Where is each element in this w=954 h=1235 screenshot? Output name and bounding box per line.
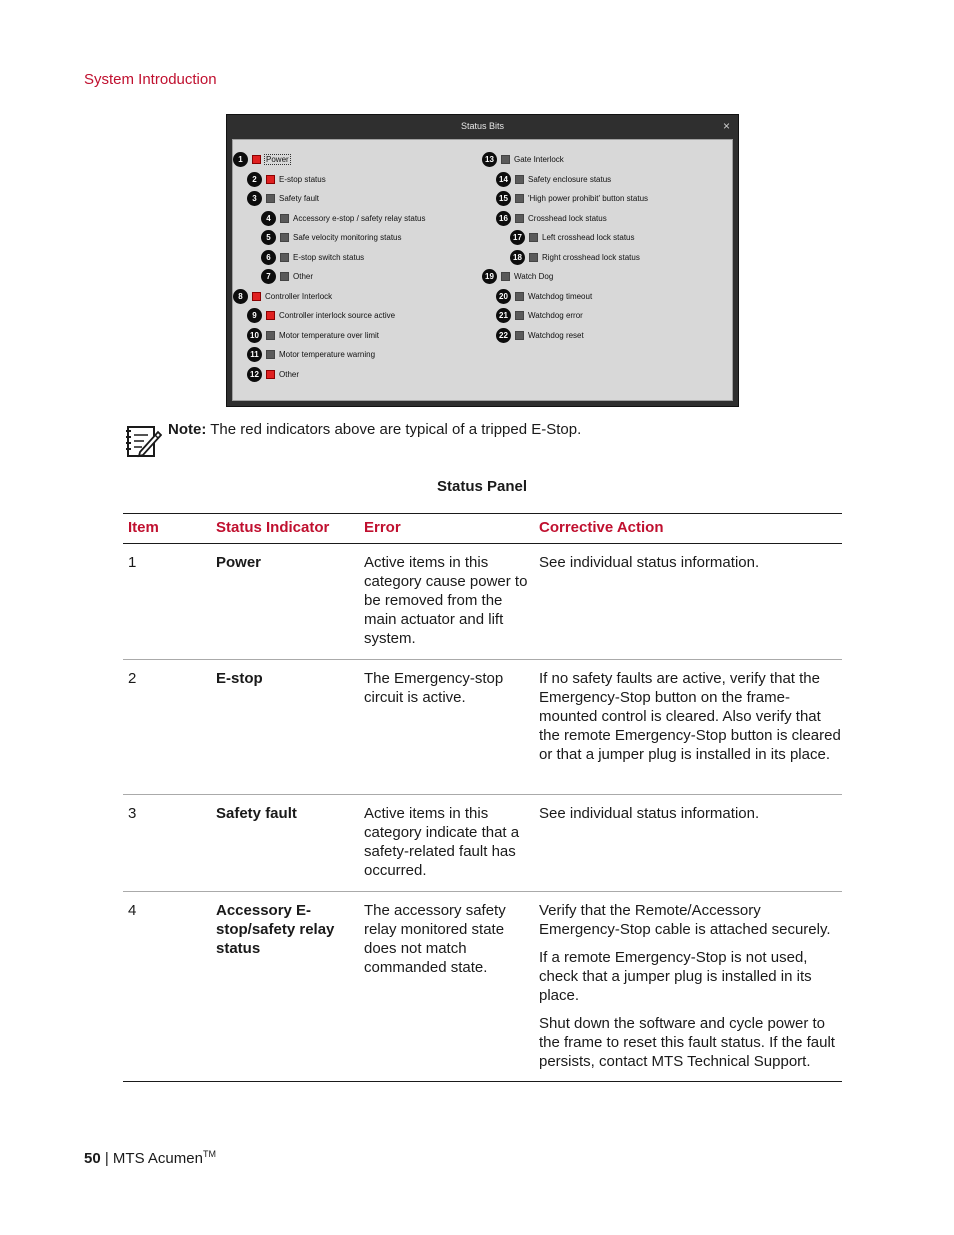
indicator-red xyxy=(252,292,261,301)
callout-1: 1 xyxy=(233,152,248,167)
status-bit-8 xyxy=(233,288,332,304)
cell-action xyxy=(539,901,842,1080)
callout-11: 11 xyxy=(247,347,262,362)
callout-5: 5 xyxy=(261,230,276,245)
bit-label-watchdog-timeout[interactable]: Watchdog timeout xyxy=(528,291,593,301)
status-bit-21 xyxy=(496,307,583,323)
cell-error: The accessory safety relay monitored state does not match commanded state. xyxy=(364,902,506,976)
cell-indicator: E-stop xyxy=(216,670,263,687)
status-bits-dialog xyxy=(226,114,739,407)
callout-12: 12 xyxy=(247,367,262,382)
callout-6: 6 xyxy=(261,250,276,265)
callout-10: 10 xyxy=(247,328,262,343)
bit-label-watchdog-error[interactable]: Watchdog error xyxy=(528,310,583,320)
indicator-gray xyxy=(515,194,524,203)
bit-label-watch-dog[interactable]: Watch Dog xyxy=(514,271,554,281)
bit-label-crosshead-lock[interactable]: Crosshead lock status xyxy=(528,213,607,223)
callout-4: 4 xyxy=(261,211,276,226)
bit-label-motor-temp-warning[interactable]: Motor temperature warning xyxy=(279,349,376,359)
cell-indicator: Accessory E-stop/safety relay status xyxy=(216,902,335,957)
status-bit-12 xyxy=(247,366,299,382)
indicator-gray xyxy=(280,253,289,262)
indicator-gray xyxy=(280,214,289,223)
bit-label-safety-fault[interactable]: Safety fault xyxy=(279,193,320,203)
note-pencil-icon xyxy=(124,422,162,460)
bit-label-other[interactable]: Other xyxy=(293,271,314,281)
callout-20: 20 xyxy=(496,289,511,304)
indicator-gray xyxy=(515,214,524,223)
status-bit-19 xyxy=(482,268,553,284)
bit-label-safe-velocity[interactable]: Safe velocity monitoring status xyxy=(293,232,402,242)
action-text: Verify that the Remote/Accessory Emergency-Stop cable is attached securely. xyxy=(539,902,831,938)
table-row xyxy=(123,544,842,660)
indicator-gray xyxy=(515,292,524,301)
status-bit-17 xyxy=(510,229,635,245)
cell-error: The Emergency-stop circuit is active. xyxy=(364,670,504,706)
callout-16: 16 xyxy=(496,211,511,226)
callout-17: 17 xyxy=(510,230,525,245)
bit-label-left-crosshead[interactable]: Left crosshead lock status xyxy=(542,232,635,242)
status-bit-5 xyxy=(261,229,402,245)
status-bit-4 xyxy=(261,210,426,226)
status-bit-13 xyxy=(482,151,564,167)
note-text xyxy=(168,421,581,438)
status-bits-list xyxy=(232,139,733,401)
action-text: See individual status information. xyxy=(539,805,760,822)
cell-indicator: Power xyxy=(216,554,262,571)
callout-9: 9 xyxy=(247,308,262,323)
close-icon[interactable]: × xyxy=(722,119,730,133)
action-text: If no safety faults are active, verify that the Emergency-Stop button on the frame-mounted control is cleared. Also verify that the remote Emergency-Stop button is cleared or that a jumper plug is installed in its place. xyxy=(539,670,841,763)
page-number: 50 xyxy=(84,1150,101,1167)
callout-3: 3 xyxy=(247,191,262,206)
bit-label-right-crosshead[interactable]: Right crosshead lock status xyxy=(542,252,640,262)
callout-13: 13 xyxy=(482,152,497,167)
callout-19: 19 xyxy=(482,269,497,284)
callout-21: 21 xyxy=(496,308,511,323)
indicator-gray xyxy=(280,272,289,281)
cell-action xyxy=(539,553,842,581)
section-header: System Introduction xyxy=(84,71,217,88)
callout-15: 15 xyxy=(496,191,511,206)
action-text: If a remote Emergency-Stop is not used, check that a jumper plug is installed in its place. xyxy=(539,949,812,1004)
status-bit-15 xyxy=(496,190,648,206)
bit-label-other[interactable]: Other xyxy=(279,369,300,379)
bit-label-motor-temp-over[interactable]: Motor temperature over limit xyxy=(279,330,380,340)
status-bit-18 xyxy=(510,249,640,265)
header-item: Item xyxy=(128,519,159,536)
header-error: Error xyxy=(364,519,401,536)
callout-18: 18 xyxy=(510,250,525,265)
page-footer xyxy=(84,1149,216,1167)
callout-7: 7 xyxy=(261,269,276,284)
indicator-gray xyxy=(266,331,275,340)
table-row xyxy=(123,660,842,795)
header-corrective-action: Corrective Action xyxy=(539,519,664,536)
cell-error: Active items in this category indicate that a safety-related fault has occurred. xyxy=(364,805,520,879)
indicator-gray xyxy=(266,350,275,359)
cell-action xyxy=(539,669,842,773)
table-row xyxy=(123,795,842,892)
table-header-row xyxy=(123,514,842,544)
bit-label-interlock-source[interactable]: Controller interlock source active xyxy=(279,310,396,320)
status-bit-10 xyxy=(247,327,379,343)
status-bit-11 xyxy=(247,346,375,362)
bit-label-safety-enclosure[interactable]: Safety enclosure status xyxy=(528,174,612,184)
status-bit-22 xyxy=(496,327,584,343)
table-caption: Status Panel xyxy=(436,478,528,495)
indicator-gray xyxy=(515,311,524,320)
indicator-red xyxy=(266,311,275,320)
status-bit-9 xyxy=(247,307,395,323)
bit-label-estop-switch[interactable]: E-stop switch status xyxy=(293,252,365,262)
indicator-red xyxy=(252,155,261,164)
note-label: Note: xyxy=(168,421,207,438)
table-row xyxy=(123,892,842,1082)
cell-action xyxy=(539,804,842,832)
header-status-indicator: Status Indicator xyxy=(216,519,330,536)
callout-22: 22 xyxy=(496,328,511,343)
callout-8: 8 xyxy=(233,289,248,304)
bit-label-watchdog-reset[interactable]: Watchdog reset xyxy=(528,330,584,340)
cell-error: Active items in this category cause power to be removed from the main actuator and lift system. xyxy=(364,554,528,647)
callout-2: 2 xyxy=(247,172,262,187)
product-name: | MTS Acumen xyxy=(100,1150,203,1167)
status-bit-6 xyxy=(261,249,364,265)
status-bit-20 xyxy=(496,288,592,304)
cell-indicator: Safety fault xyxy=(216,805,297,822)
bit-label-controller-interlock[interactable]: Controller Interlock xyxy=(265,291,333,301)
indicator-gray xyxy=(501,272,510,281)
status-bit-7 xyxy=(261,268,313,284)
indicator-red xyxy=(266,370,275,379)
indicator-gray xyxy=(501,155,510,164)
bit-label-high-power-prohibit[interactable]: 'High power prohibit' button status xyxy=(528,193,649,203)
cell-item: 2 xyxy=(128,670,137,687)
cell-item: 1 xyxy=(128,554,137,571)
indicator-gray xyxy=(515,175,524,184)
bit-label-power[interactable]: Power xyxy=(266,154,289,164)
bit-label-estop-status[interactable]: E-stop status xyxy=(279,174,326,184)
indicator-gray xyxy=(280,233,289,242)
indicator-red xyxy=(266,175,275,184)
status-bit-2 xyxy=(247,171,326,187)
bit-label-accessory-estop[interactable]: Accessory e-stop / safety relay status xyxy=(293,213,426,223)
callout-14: 14 xyxy=(496,172,511,187)
status-bit-1 xyxy=(233,151,290,167)
action-text: See individual status information. xyxy=(539,554,760,571)
cell-item: 4 xyxy=(128,902,137,919)
note-body: The red indicators above are typical of a tripped E-Stop. xyxy=(206,421,582,438)
action-text: Shut down the software and cycle power to the frame to reset this fault status. If the fault persists, contact MTS Technical Support. xyxy=(539,1015,835,1070)
status-panel-table xyxy=(123,513,842,1082)
bit-label-gate-interlock[interactable]: Gate Interlock xyxy=(514,154,564,164)
indicator-gray xyxy=(529,253,538,262)
indicator-gray xyxy=(529,233,538,242)
status-bit-3 xyxy=(247,190,319,206)
status-bit-16 xyxy=(496,210,607,226)
dialog-title: Status Bits xyxy=(460,121,505,131)
indicator-gray xyxy=(515,331,524,340)
trademark: TM xyxy=(202,1149,216,1159)
indicator-gray xyxy=(266,194,275,203)
cell-item: 3 xyxy=(128,805,137,822)
status-bit-14 xyxy=(496,171,611,187)
